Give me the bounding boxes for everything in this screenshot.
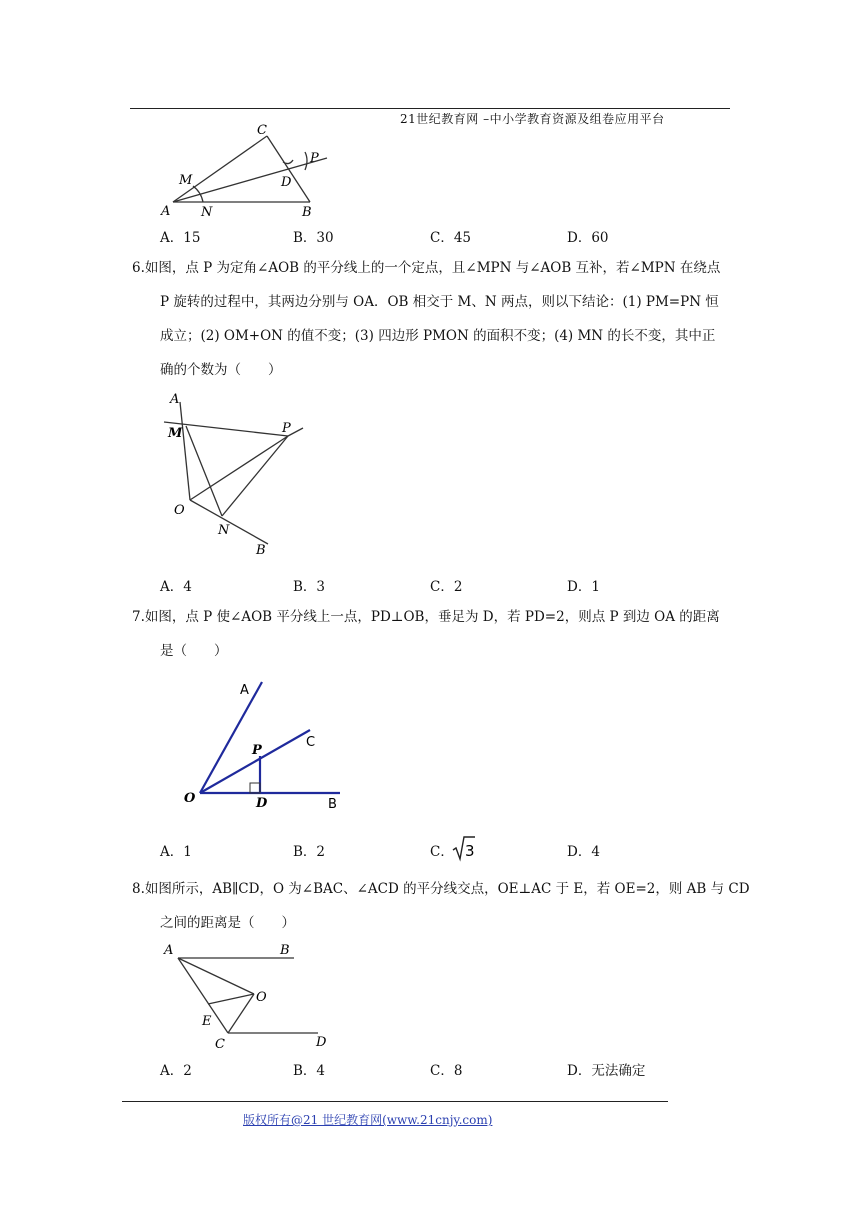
q8-option-d: D．无法确定 — [567, 1063, 646, 1079]
q7-label-O: O — [184, 791, 196, 806]
q5-figure — [155, 120, 335, 220]
footer-rule — [122, 1101, 668, 1102]
q5-label-P: P — [310, 151, 319, 166]
q6-label-A: A — [170, 392, 180, 407]
q5-option-c: C．45 — [430, 230, 472, 246]
q6-label-B: B — [256, 543, 266, 558]
q5-label-C: C — [257, 123, 267, 138]
q6-line-3: 成立；(2) OM+ON 的值不变；(3) 四边形 PMON 的面积不变；(4) MN 的长不变，其中正 — [160, 328, 716, 344]
q6-line-4: 确的个数为（ ） — [160, 362, 282, 378]
q5-label-N: N — [201, 205, 213, 220]
q5-label-A: A — [161, 204, 171, 219]
q7-option-c-radicand: 3 — [465, 842, 475, 860]
q8-option-c: C．8 — [430, 1063, 463, 1079]
q7-line-2: 是（ ） — [160, 643, 228, 659]
q7-option-d: D．4 — [567, 844, 600, 860]
q8-label-C: C — [215, 1037, 225, 1052]
footer-copyright-link[interactable]: 版权所有@21 世纪教育网(www.21cnjy.com) — [243, 1113, 493, 1127]
q8-line-1: 8.如图所示，AB∥CD，O 为∠BAC、∠ACD 的平分线交点，OE⊥AC 于 E，若 OE=2，则 AB 与 CD — [132, 881, 750, 897]
q5-option-d: D．60 — [567, 230, 609, 246]
q7-option-c: C． — [430, 844, 454, 860]
q6-label-P: P — [282, 421, 291, 436]
q6-label-O: O — [174, 503, 185, 518]
q5-option-a: A．15 — [160, 230, 201, 246]
q8-label-A: A — [164, 943, 174, 958]
q7-option-a: A．1 — [160, 844, 192, 860]
q7-label-A: A — [240, 683, 249, 698]
q6-option-b: B．3 — [293, 579, 326, 595]
q5-label-B: B — [302, 205, 312, 220]
q8-option-b: B．4 — [293, 1063, 326, 1079]
q8-line-2: 之间的距离是（ ） — [160, 915, 295, 931]
q8-label-O: O — [256, 990, 267, 1005]
q7-label-P: P — [252, 743, 262, 758]
q7-line-1: 7.如图，点 P 使∠AOB 平分线上一点，PD⊥OB，垂足为 D，若 PD=2，则点 P 到边 OA 的距离 — [132, 609, 720, 625]
q6-figure — [158, 388, 308, 560]
q7-label-B: B — [328, 797, 337, 812]
q8-label-D: D — [316, 1035, 327, 1050]
q7-option-b: B．2 — [293, 844, 326, 860]
q6-option-a: A．4 — [160, 579, 192, 595]
q6-line-1: 6.如图，点 P 为定角∠AOB 的平分线上的一个定点，且∠MPN 与∠AOB 互补，若∠MPN 在绕点 — [132, 260, 721, 276]
q8-figure — [158, 938, 338, 1052]
q7-label-D: D — [256, 796, 268, 811]
q6-label-M: M — [168, 426, 183, 441]
q5-label-M: M — [179, 173, 193, 188]
q7-figure — [178, 676, 358, 816]
q7-label-C: C — [306, 735, 316, 750]
q6-option-d: D．1 — [567, 579, 600, 595]
q5-option-b: B．30 — [293, 230, 334, 246]
q6-label-N: N — [218, 523, 230, 538]
sqrt-symbol — [452, 834, 476, 862]
q6-option-c: C．2 — [430, 579, 463, 595]
header-rule — [130, 108, 730, 109]
q6-line-2: P 旋转的过程中，其两边分别与 OA．OB 相交于 M、N 两点，则以下结论：(1) PM=PN 恒 — [160, 294, 719, 310]
q8-label-E: E — [202, 1014, 212, 1029]
q8-option-a: A．2 — [160, 1063, 192, 1079]
q8-label-B: B — [280, 943, 290, 958]
header-text: 21世纪教育网 –中小学教育资源及组卷应用平台 — [400, 112, 665, 126]
q5-label-D: D — [281, 175, 292, 190]
